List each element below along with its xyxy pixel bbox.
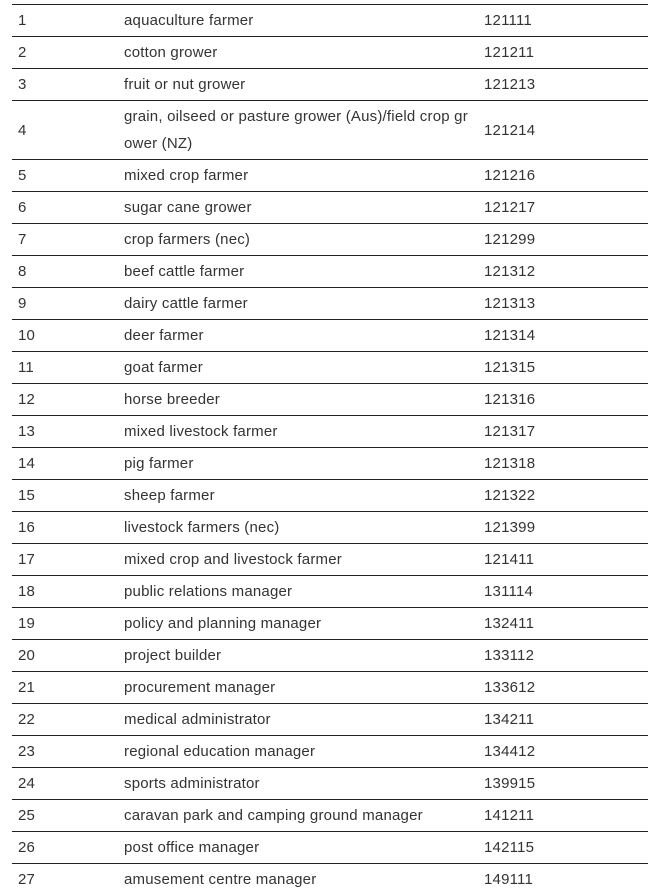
table-row: [12, 160, 648, 192]
anzsco-code-cell: 134211: [484, 711, 535, 728]
table-row: [12, 37, 648, 69]
row-number-cell: 18: [18, 583, 36, 600]
anzsco-code-cell: 141211: [484, 807, 535, 824]
row-number-cell: 16: [18, 519, 36, 536]
table-row: [12, 5, 648, 37]
occupation-cell: regional education manager: [124, 743, 316, 760]
anzsco-code-cell: 133612: [484, 679, 536, 696]
anzsco-code-cell: 132411: [484, 615, 535, 632]
row-number-cell: 2: [18, 44, 27, 61]
occupation-cell: medical administrator: [124, 711, 271, 728]
occupation-cell: mixed livestock farmer: [124, 423, 278, 440]
table-row: [12, 832, 648, 864]
table-row: [12, 69, 648, 101]
occupation-cell: horse breeder: [124, 391, 220, 408]
occupation-cell: amusement centre manager: [124, 871, 317, 888]
anzsco-code-cell: 134412: [484, 743, 536, 760]
anzsco-code-cell: 121299: [484, 231, 536, 248]
row-number-cell: 14: [18, 455, 36, 472]
occupation-cell: post office manager: [124, 839, 260, 856]
occupation-cell: mixed crop farmer: [124, 167, 249, 184]
table-row: [12, 640, 648, 672]
anzsco-code-cell: 121217: [484, 199, 536, 216]
occupation-table: [12, 4, 648, 895]
occupation-cell: cotton grower: [124, 44, 218, 61]
occupation-table-body: [12, 5, 648, 895]
row-number-cell: 22: [18, 711, 36, 728]
occupation-cell: grain, oilseed or pasture grower (Aus)/field crop grower (NZ): [124, 108, 468, 152]
occupation-cell: beef cattle farmer: [124, 263, 245, 280]
anzsco-code-cell: 121314: [484, 327, 536, 344]
row-number-cell: 26: [18, 839, 36, 856]
row-number-cell: 6: [18, 199, 27, 216]
anzsco-code-cell: 131114: [484, 583, 534, 600]
occupation-cell: aquaculture farmer: [124, 12, 254, 29]
row-number-cell: 3: [18, 76, 27, 93]
table-row: [12, 320, 648, 352]
anzsco-code-cell: 121315: [484, 359, 536, 376]
row-number-cell: 12: [18, 391, 36, 408]
anzsco-code-cell: 121214: [484, 121, 536, 139]
row-number-cell: 11: [18, 359, 34, 376]
table-row: [12, 608, 648, 640]
anzsco-code-cell: 121211: [484, 44, 535, 61]
row-number-cell: 15: [18, 487, 36, 504]
table-row: [12, 864, 648, 895]
row-number-cell: 24: [18, 775, 36, 792]
occupation-cell: public relations manager: [124, 583, 293, 600]
anzsco-code-cell: 133112: [484, 647, 535, 664]
occupation-cell: caravan park and camping ground manager: [124, 807, 423, 824]
table-row: [12, 480, 648, 512]
row-number-cell: 17: [18, 551, 36, 568]
table-row: [12, 544, 648, 576]
table-row: [12, 288, 648, 320]
row-number-cell: 1: [18, 12, 27, 29]
occupation-cell: mixed crop and livestock farmer: [124, 551, 342, 568]
table-row: [12, 800, 648, 832]
table-row: [12, 192, 648, 224]
occupation-cell: sports administrator: [124, 775, 260, 792]
anzsco-code-cell: 149111: [484, 871, 534, 888]
occupation-cell: crop farmers (nec): [124, 231, 251, 248]
occupation-cell: procurement manager: [124, 679, 276, 696]
occupation-cell: sheep farmer: [124, 487, 215, 504]
row-number-cell: 23: [18, 743, 36, 760]
anzsco-code-cell: 121313: [484, 295, 536, 312]
anzsco-code-cell: 121111: [484, 12, 532, 29]
anzsco-code-cell: 142115: [484, 839, 535, 856]
row-number-cell: 10: [18, 327, 36, 344]
anzsco-code-cell: 121322: [484, 487, 536, 504]
occupation-cell: policy and planning manager: [124, 615, 322, 632]
table-row: [12, 384, 648, 416]
occupation-cell: pig farmer: [124, 455, 194, 472]
occupation-cell: deer farmer: [124, 327, 204, 344]
row-number-cell: 25: [18, 807, 36, 824]
occupation-cell: livestock farmers (nec): [124, 519, 280, 536]
table-row: [12, 101, 648, 160]
occupation-cell: fruit or nut grower: [124, 76, 246, 93]
table-row: [12, 768, 648, 800]
occupation-cell: dairy cattle farmer: [124, 295, 248, 312]
table-row: [12, 224, 648, 256]
table-row: [12, 416, 648, 448]
table-row: [12, 736, 648, 768]
table-row: [12, 256, 648, 288]
table-row: [12, 672, 648, 704]
row-number-cell: 5: [18, 167, 27, 184]
row-number-cell: 4: [18, 121, 27, 139]
occupation-cell: sugar cane grower: [124, 199, 252, 216]
anzsco-code-cell: 121411: [484, 551, 535, 568]
anzsco-code-cell: 121216: [484, 167, 536, 184]
anzsco-code-cell: 121213: [484, 76, 536, 93]
occupation-cell: project builder: [124, 647, 222, 664]
row-number-cell: 7: [18, 231, 27, 248]
table-row: [12, 704, 648, 736]
row-number-cell: 27: [18, 871, 36, 888]
occupation-cell: goat farmer: [124, 359, 203, 376]
anzsco-code-cell: 121316: [484, 391, 536, 408]
row-number-cell: 9: [18, 295, 27, 312]
anzsco-code-cell: 121317: [484, 423, 536, 440]
anzsco-code-cell: 121399: [484, 519, 536, 536]
row-number-cell: 8: [18, 263, 27, 280]
row-number-cell: 19: [18, 615, 36, 632]
anzsco-code-cell: 121318: [484, 455, 536, 472]
table-row: [12, 576, 648, 608]
anzsco-code-cell: 121312: [484, 263, 536, 280]
row-number-cell: 20: [18, 647, 36, 664]
occupation-table-container: [12, 0, 648, 895]
table-row: [12, 512, 648, 544]
row-number-cell: 21: [18, 679, 36, 696]
table-row: [12, 448, 648, 480]
row-number-cell: 13: [18, 423, 36, 440]
table-row: [12, 352, 648, 384]
anzsco-code-cell: 139915: [484, 775, 536, 792]
